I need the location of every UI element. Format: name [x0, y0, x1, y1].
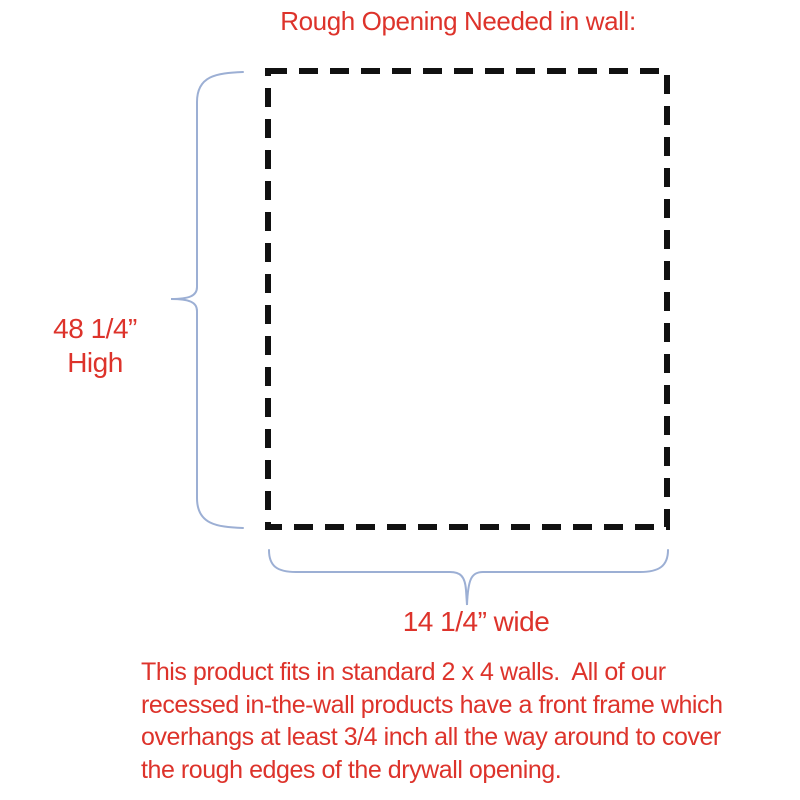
height-dimension-label — [53, 312, 137, 380]
width-dimension-label: 14 1/4” wide — [402, 606, 550, 637]
note-paragraph — [141, 656, 723, 786]
height-value: 48 1/4” — [53, 313, 137, 344]
diagram-title: Rough Opening Needed in wall: — [280, 6, 636, 36]
note-line: the rough edges of the drywall opening. — [141, 755, 562, 784]
height-unit: High — [67, 347, 123, 378]
width-brace — [269, 550, 668, 605]
note-line: overhangs at least 3/4 inch all the way around to cover — [141, 723, 721, 752]
height-brace — [171, 72, 243, 528]
rough-opening-rectangle — [268, 71, 667, 527]
note-line: This product fits in standard 2 x 4 walls. All of our — [141, 658, 666, 686]
note-line: recessed in-the-wall products have a front frame which — [141, 690, 723, 719]
